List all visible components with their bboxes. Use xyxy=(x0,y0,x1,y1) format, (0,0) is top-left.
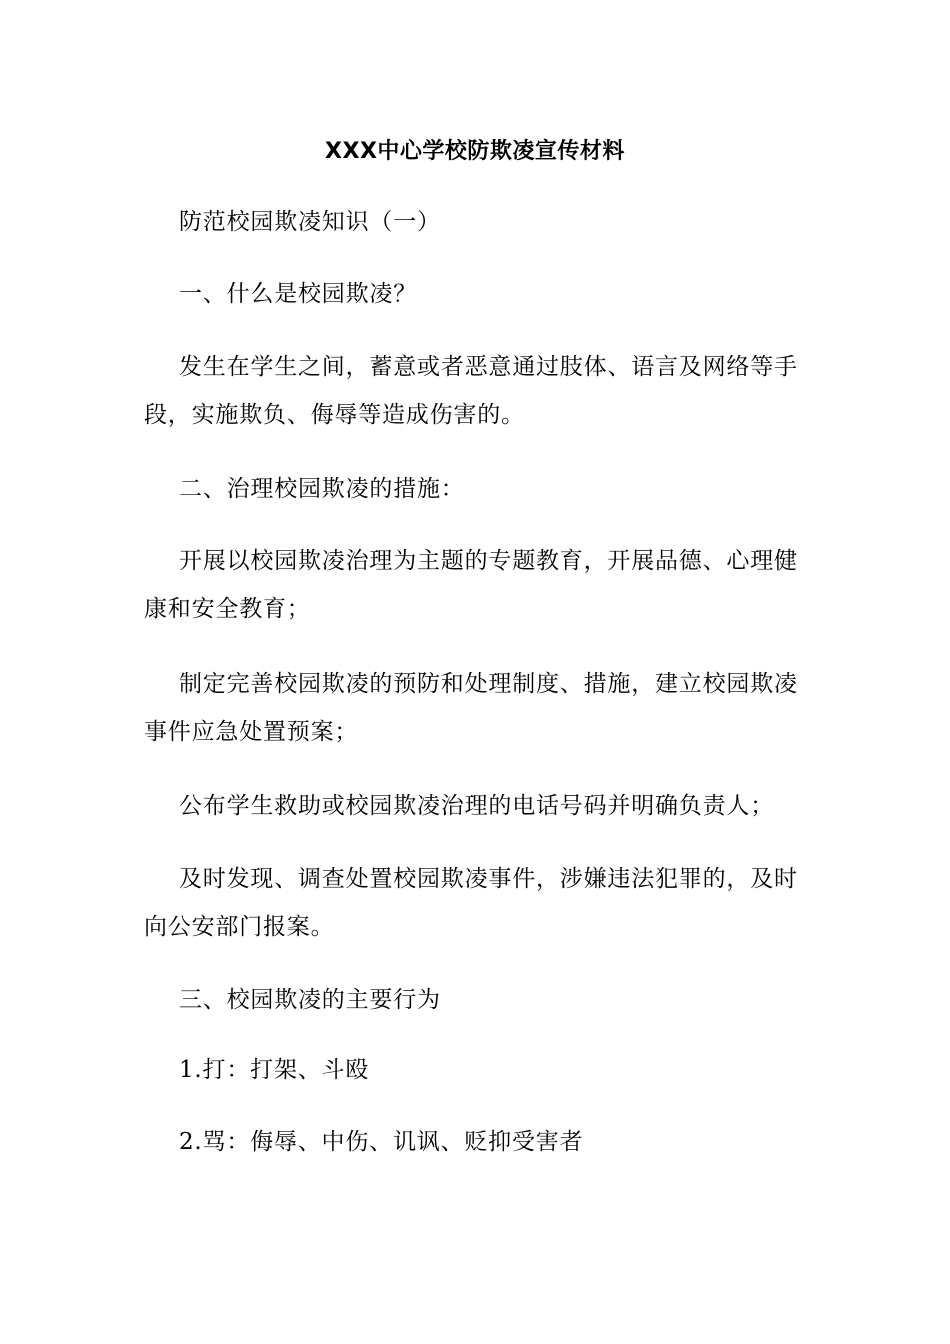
paragraph-definition xyxy=(144,343,808,439)
paragraph-measure-2 xyxy=(144,660,808,756)
paragraph-measure-1 xyxy=(144,537,808,633)
paragraph-line: 防范校园欺凌知识（一） xyxy=(179,209,441,235)
paragraph-line: 公布学生救助或校园欺凌治理的电话号码并明确负责人； xyxy=(179,793,774,819)
paragraph-measure-4 xyxy=(144,855,808,951)
paragraph-line: 一、什么是校园欺凌？ xyxy=(179,281,417,307)
paragraph-line: 康和安全教育； xyxy=(144,596,311,622)
paragraph-line: 二、治理校园欺凌的措施： xyxy=(179,476,465,502)
paragraph-section-heading xyxy=(144,198,808,246)
paragraph-line: 事件应急处置预案； xyxy=(144,719,359,745)
paragraph-behavior-1 xyxy=(144,1046,808,1094)
paragraph-line: 向公安部门报案。 xyxy=(144,914,335,940)
paragraph-behavior-2 xyxy=(144,1118,808,1166)
paragraph-heading-2 xyxy=(144,465,808,513)
paragraph-line: 发生在学生之间，蓄意或者恶意通过肢体、语言及网络等手 xyxy=(179,354,798,380)
document-title: XXX中心学校防欺凌宣传材料 xyxy=(325,139,625,164)
paragraph-line: 2.骂：侮辱、中伤、讥讽、贬抑受害者 xyxy=(179,1129,584,1155)
paragraph-line: 1.打：打架、斗殴 xyxy=(179,1057,370,1083)
paragraph-line: 开展以校园欺凌治理为主题的专题教育，开展品德、心理健 xyxy=(179,548,798,574)
paragraph-line: 三、校园欺凌的主要行为 xyxy=(179,987,441,1013)
paragraph-heading-1 xyxy=(144,270,808,318)
paragraph-line: 及时发现、调查处置校园欺凌事件，涉嫌违法犯罪的，及时 xyxy=(179,866,798,892)
paragraph-heading-3 xyxy=(144,976,808,1024)
paragraph-measure-3 xyxy=(144,782,808,830)
paragraph-line: 制定完善校园欺凌的预防和处理制度、措施，建立校园欺凌 xyxy=(179,671,798,697)
paragraph-line: 段，实施欺负、侮辱等造成伤害的。 xyxy=(144,402,525,428)
